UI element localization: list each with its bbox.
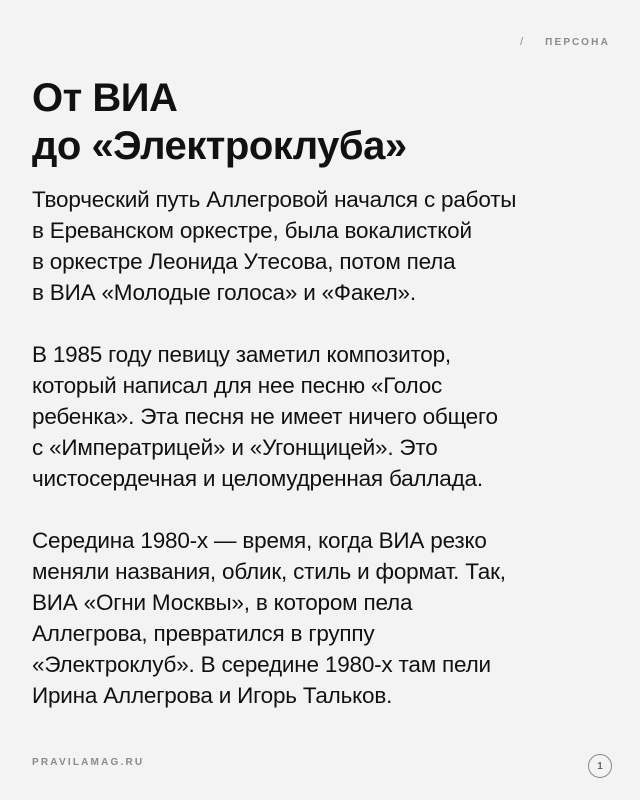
text-line: чистосердечная и целомудренная баллада. xyxy=(32,466,483,491)
rubric-label: ПЕРСОНА xyxy=(545,36,610,48)
text-line: меняли названия, облик, стиль и формат. Так, xyxy=(32,559,506,584)
text-line: который написал для нее песню «Голос xyxy=(32,373,443,398)
text-line: в оркестре Леонида Утесова, потом пела xyxy=(32,249,456,274)
text-line: Середина 1980-х — время, когда ВИА резко xyxy=(32,528,487,553)
title-line: От ВИА xyxy=(32,76,178,120)
title-line: до «Электроклуба» xyxy=(32,124,407,168)
text-line: Аллегрова, превратился в группу xyxy=(32,621,375,646)
rubric xyxy=(520,36,610,48)
text-line: ВИА «Огни Москвы», в котором пела xyxy=(32,590,413,615)
page-number-badge xyxy=(588,754,612,778)
site-url: PRAVILAMAG.RU xyxy=(32,757,145,768)
rubric-slash: / xyxy=(520,36,524,48)
paragraph xyxy=(32,525,612,711)
paragraph xyxy=(32,184,612,308)
text-line: в ВИА «Молодые голоса» и «Факел». xyxy=(32,280,416,305)
page-title xyxy=(32,74,612,170)
text-line: с «Императрицей» и «Угонщицей». Это xyxy=(32,435,438,460)
article-body xyxy=(32,184,612,742)
text-line: Творческий путь Аллегровой начался с работы xyxy=(32,187,517,212)
text-line: «Электроклуб». В середине 1980-х там пели xyxy=(32,652,491,677)
text-line: ребенка». Эта песня не имеет ничего общего xyxy=(32,404,498,429)
text-line: Ирина Аллегрова и Игорь Тальков. xyxy=(32,683,393,708)
page-number: 1 xyxy=(597,760,603,772)
paragraph xyxy=(32,339,612,494)
text-line: в Ереванском оркестре, была вокалисткой xyxy=(32,218,472,243)
text-line: В 1985 году певицу заметил композитор, xyxy=(32,342,451,367)
